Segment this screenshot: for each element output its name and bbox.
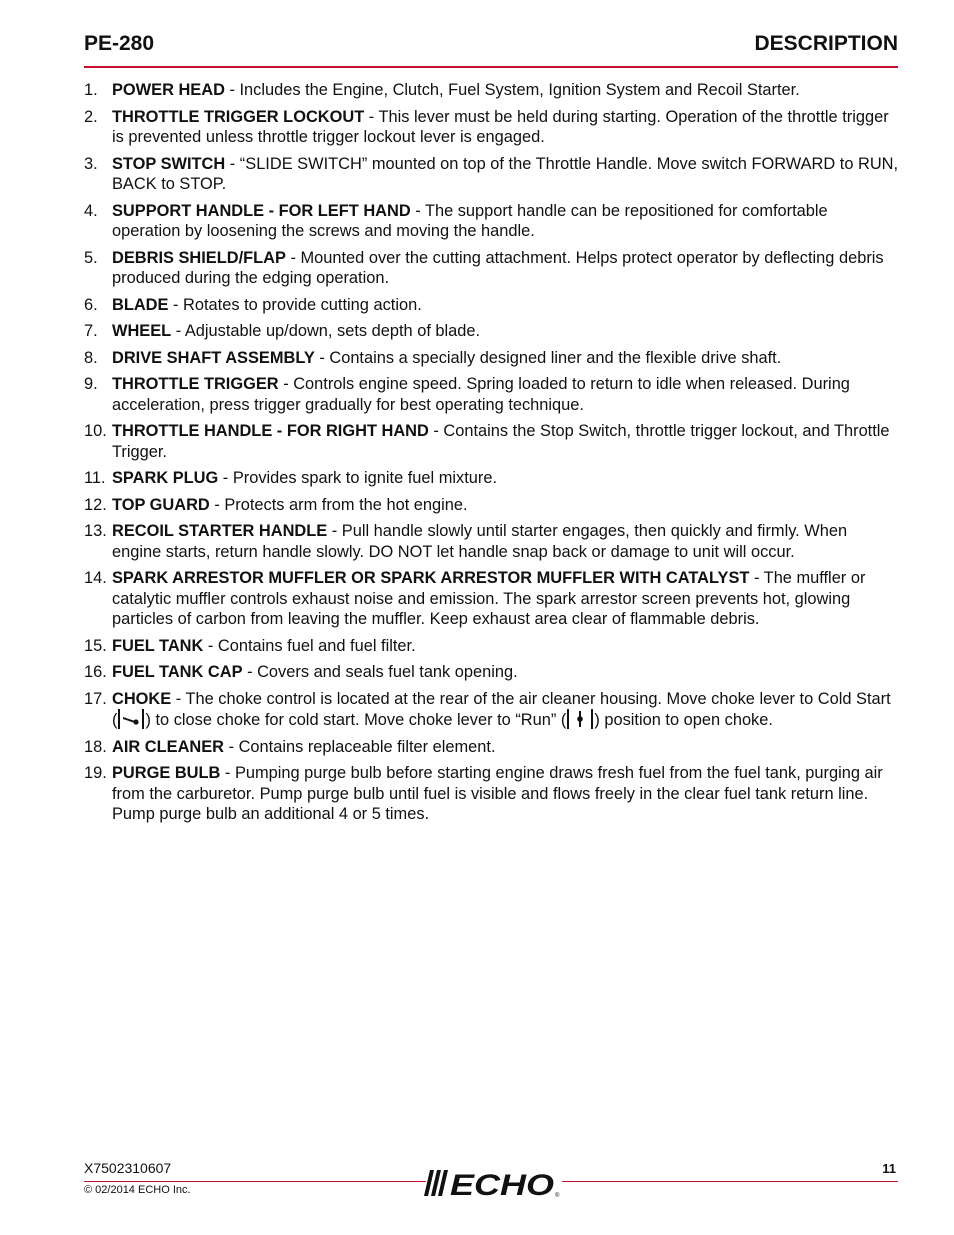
item-text: - Contains the Stop Switch, throttle trigger lockout, and Throttle Trigger.: [112, 422, 890, 461]
description-list: [84, 80, 899, 831]
item-term: SPARK PLUG: [112, 469, 219, 487]
item-term: WHEEL: [112, 322, 172, 340]
item-term: CHOKE: [112, 689, 172, 708]
list-item: 13. RECOIL STARTER HANDLE - Pull handle slowly until starter engages, then quickly and firmly. When engine starts, return handle slowly. DO NOT let handle snap back or damage to unit will occur.: [84, 522, 848, 561]
list-item: 16. FUEL TANK CAP - Covers and seals fuel tank opening.: [84, 663, 518, 681]
list-item-choke: 17. CHOKE - The choke control is located at the rear of the air cleaner housing. Move choke lever to Cold Start ( ) to close choke for cold start. Move choke lever to “Run” ( ) position to open choke.: [84, 689, 891, 729]
item-text: - Contains fuel and fuel filter.: [203, 636, 416, 655]
item-term: SUPPORT HANDLE - FOR LEFT HAND: [112, 201, 411, 220]
item-text: - The muffler or catalytic muffler controls exhaust noise and emission. The spark arrestor screen prevents hot, glowing particles of carbon from leaving the muffler. Keep exhaust area clear of flammable debris.: [112, 569, 866, 628]
item-term: DRIVE SHAFT ASSEMBLY: [112, 348, 315, 367]
item-text: - Contains replaceable filter element.: [224, 737, 496, 756]
item-text: - This lever must be held during starting. Operation of the throttle trigger is prevented unless throttle trigger lockout lever is engaged.: [112, 107, 889, 146]
item-term: THROTTLE TRIGGER: [112, 375, 279, 393]
item-term: SPARK ARRESTOR MUFFLER OR SPARK ARRESTOR MUFFLER WITH CATALYST: [112, 569, 750, 587]
item-term: TOP GUARD: [112, 495, 210, 514]
list-item: 7. WHEEL - Adjustable up/down, sets depth of blade.: [84, 322, 481, 340]
list-item: 3. STOP SWITCH - “SLIDE SWITCH” mounted on top of the Throttle Handle. Move switch FORWARD to RUN, BACK to STOP.: [84, 154, 899, 193]
item-text: - Protects arm from the hot engine.: [209, 495, 468, 514]
list-item: 12. TOP GUARD - Protects arm from the hot engine.: [84, 495, 468, 514]
item-term: RECOIL STARTER HANDLE: [112, 522, 328, 540]
item-term: BLADE: [112, 295, 169, 314]
svg-text:ECHO: ECHO: [450, 1169, 554, 1200]
list-item: 5. DEBRIS SHIELD/FLAP - Mounted over the cutting attachment. Helps protect operator by deflecting debris produced during the edging operation.: [84, 248, 884, 287]
item-term: POWER HEAD: [112, 81, 225, 99]
footer-rule: [84, 1181, 426, 1182]
item-term: PURGE BULB: [112, 764, 221, 782]
item-text: - Includes the Engine, Clutch, Fuel System, Ignition System and Recoil Starter.: [224, 81, 800, 99]
list-item: 1. POWER HEAD - Includes the Engine, Clutch, Fuel System, Ignition System and Recoil Starter.: [84, 81, 800, 99]
item-text: - Pull handle slowly until starter engages, then quickly and firmly. When engine starts, return handle slowly. DO NOT let handle snap back or damage to unit will occur.: [112, 522, 848, 561]
list-item: 6. BLADE - Rotates to provide cutting action.: [84, 295, 422, 314]
list-item: 8. DRIVE SHAFT ASSEMBLY - Contains a specially designed liner and the flexible drive shaft.: [84, 348, 782, 367]
echo-logo: [420, 1164, 562, 1200]
item-text: - The support handle can be repositioned for comfortable operation by loosening the screws and moving the handle.: [112, 201, 828, 240]
item-text: - Rotates to provide cutting action.: [168, 295, 422, 314]
list-item: 15. FUEL TANK - Contains fuel and fuel filter.: [84, 636, 416, 655]
choke-cold-start-icon: [118, 709, 144, 729]
item-text: - Provides spark to ignite fuel mixture.: [218, 469, 498, 487]
list-item: 10. THROTTLE HANDLE - FOR RIGHT HAND - Contains the Stop Switch, throttle trigger lockout, and Throttle Trigger.: [84, 422, 890, 461]
item-text: ) position to open choke.: [594, 711, 773, 729]
section-title: DESCRIPTION: [754, 32, 898, 55]
list-item: 11. SPARK PLUG - Provides spark to ignite fuel mixture.: [84, 469, 498, 487]
item-text: - The choke control is located at the rear of the air cleaner housing. Move choke lever to Cold Start (: [112, 689, 891, 729]
item-text: - Contains a specially designed liner and the flexible drive shaft.: [314, 348, 782, 367]
list-item: 4. SUPPORT HANDLE - FOR LEFT HAND - The support handle can be repositioned for comfortable operation by loosening the screws and moving the handle.: [84, 201, 828, 240]
list-item: 9. THROTTLE TRIGGER - Controls engine speed. Spring loaded to return to idle when released. During acceleration, press trigger gradually for best operating technique.: [84, 375, 850, 414]
copyright: © 02/2014 ECHO Inc.: [84, 1184, 191, 1196]
item-term: STOP SWITCH: [112, 154, 226, 173]
list-item: 2. THROTTLE TRIGGER LOCKOUT - This lever must be held during starting. Operation of the throttle trigger is prevented unless throttle trigger lockout lever is engaged.: [84, 107, 889, 146]
item-term: THROTTLE HANDLE - FOR RIGHT HAND: [112, 422, 429, 440]
item-text: - Mounted over the cutting attachment. Helps protect operator by deflecting debris produced during the edging operation.: [112, 248, 884, 287]
item-text: - Controls engine speed. Spring loaded to return to idle when released. During acceleration, press trigger gradually for best operating technique.: [112, 375, 850, 414]
part-number: X7502310607: [84, 1160, 172, 1176]
svg-text:®: ®: [555, 1193, 560, 1199]
item-text: ) to close choke for cold start. Move choke lever to “Run” (: [145, 711, 567, 729]
footer-rule: [562, 1181, 898, 1182]
model-name: PE-280: [84, 32, 155, 55]
item-text: - Covers and seals fuel tank opening.: [242, 663, 518, 681]
item-term: THROTTLE TRIGGER LOCKOUT: [112, 107, 365, 126]
item-text: - Adjustable up/down, sets depth of blade.: [171, 322, 481, 340]
page-header: [84, 30, 898, 68]
list-item: 18. AIR CLEANER - Contains replaceable filter element.: [84, 737, 496, 756]
choke-run-icon: [567, 709, 593, 729]
list-item: 19. PURGE BULB - Pumping purge bulb before starting engine draws fresh fuel from the fuel tank, purging air from the carburetor. Pump purge bulb until fuel is visible and flows freely in the clear fuel tank return line. Pump purge bulb an additional 4 or 5 times.: [84, 764, 883, 823]
item-term: FUEL TANK: [112, 636, 204, 655]
item-text: - Pumping purge bulb before starting engine draws fresh fuel from the fuel tank, purging air from the carburetor. Pump purge bulb until fuel is visible and flows freely in the clear fuel tank return line. Pump purge bulb an additional 4 or 5 times.: [112, 764, 883, 823]
page-number: 11: [882, 1161, 896, 1176]
item-text: - “SLIDE SWITCH” mounted on top of the Throttle Handle. Move switch FORWARD to RUN, BACK to STOP.: [112, 154, 899, 193]
item-term: FUEL TANK CAP: [112, 663, 243, 681]
list-item: 14. SPARK ARRESTOR MUFFLER OR SPARK ARRESTOR MUFFLER WITH CATALYST - The muffler or catalytic muffler controls exhaust noise and emission. The spark arrestor screen prevents hot, glowing particles of carbon from leaving the muffler. Keep exhaust area clear of flammable debris.: [84, 569, 866, 628]
item-term: AIR CLEANER: [112, 737, 225, 756]
item-term: DEBRIS SHIELD/FLAP: [112, 248, 286, 267]
